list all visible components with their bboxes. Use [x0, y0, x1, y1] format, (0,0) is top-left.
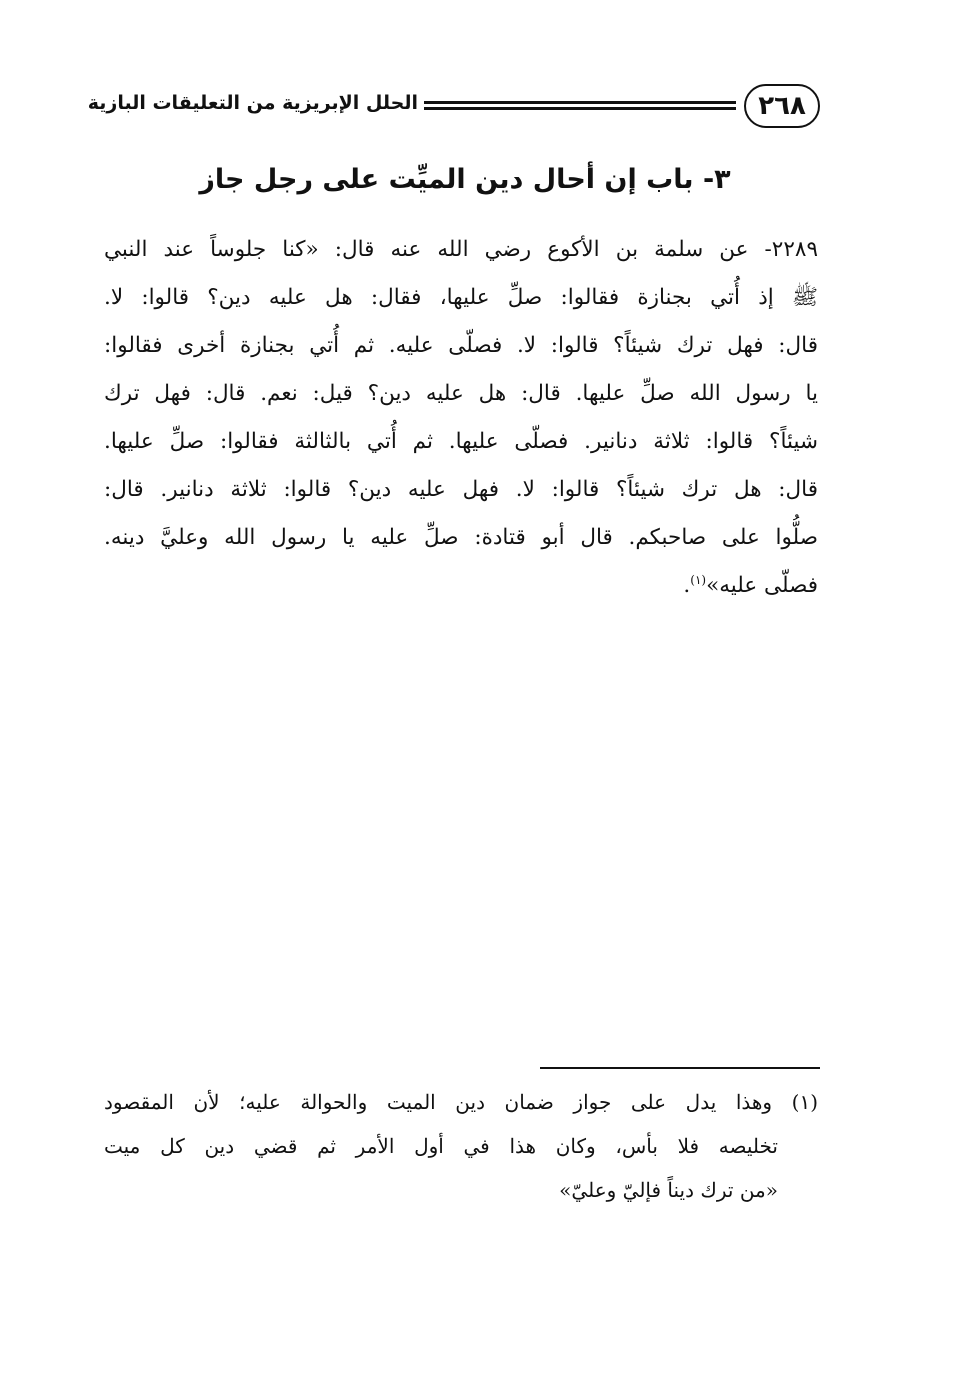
hadith-line-8: [104, 562, 818, 610]
hadith-line-1: ٢٢٨٩- عن سلمة بن الأكوع رضي الله عنه قال: «كنا جلوساً عند النبي: [104, 237, 818, 262]
hadith-line-6: قال: هل ترك شيئاً؟ قالوا: لا. فهل عليه دين؟ قالوا: ثلاثة دنانير. قال:: [104, 477, 818, 502]
footnote-line-3: «من ترك ديناً فإليّ وعليّ»: [559, 1178, 778, 1202]
book-title: الحلل الإبريزية من التعليقات البازية: [87, 92, 418, 114]
hadith-text: [104, 226, 818, 610]
ending-period: .: [683, 573, 691, 598]
hadith-line-4: يا رسول الله صلِّ عليها. قال: هل عليه دين؟ قيل: نعم. قال: فهل ترك: [104, 381, 818, 406]
header-double-rule: [424, 101, 736, 110]
hadith-line-5: شيئاً؟ قالوا: ثلاثة دنانير. فصلّى عليها. ثم أُتي بالثالثة فقالوا: صلِّ عليها.: [104, 429, 818, 454]
hadith-line-3: قال: فهل ترك شيئاً؟ قالوا: لا. فصلّى عليه. ثم أُتي بجنازة أخرى فقالوا:: [104, 333, 818, 358]
chapter-heading: ٣- باب إن أحال دين الميِّت على رجل جاز: [199, 164, 731, 195]
hadith-line-8-text: فصلّى عليه»: [706, 573, 818, 598]
page-header: [87, 84, 820, 132]
footnote-line-2: تخليصه فلا بأس، وكان هذا في أول الأمر ثم قضي دين كل ميت: [104, 1134, 778, 1158]
footnote: [104, 1080, 818, 1212]
hadith-line-7: صلُّوا على صاحبكم. قال أبو قتادة: صلِّ عليه يا رسول الله وعليَّ دينه.: [104, 525, 818, 550]
footnote-separator: [540, 1067, 820, 1069]
hadith-line-2: ﷺ إذ أُتي بجنازة فقالوا: صلِّ عليها، فقال: هل عليه دين؟ قالوا: لا.: [104, 285, 818, 310]
footnote-reference[interactable]: (١): [690, 572, 707, 587]
footnote-line-1: (١) وهذا يدل على جواز ضمان دين الميت والحوالة عليه؛ لأن المقصود: [104, 1090, 818, 1114]
page-number: ٢٦٨: [744, 84, 820, 128]
